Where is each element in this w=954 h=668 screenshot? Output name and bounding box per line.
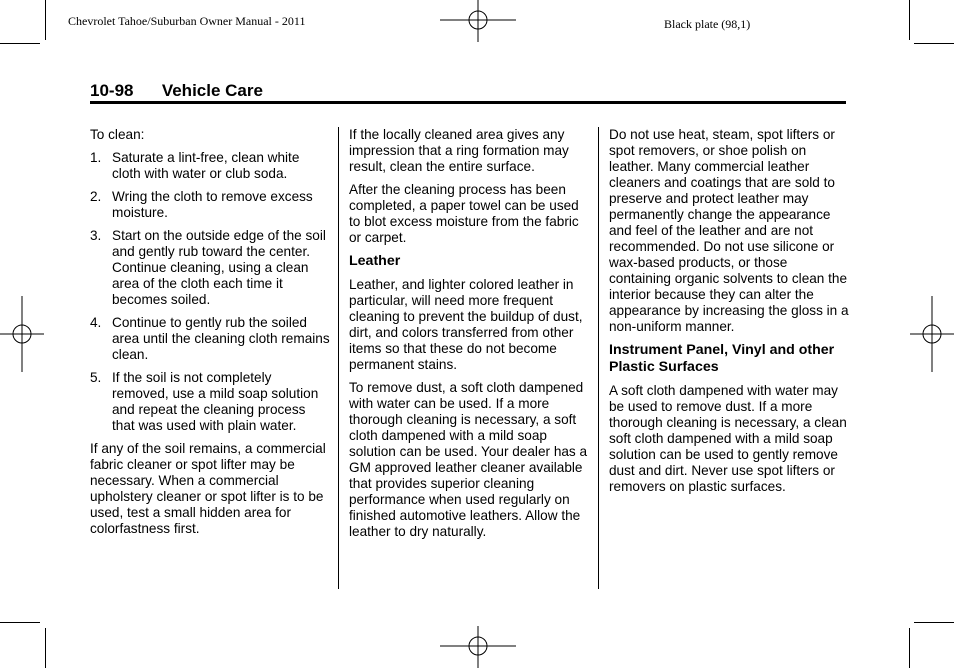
section-name: Vehicle Care	[161, 81, 263, 100]
column-divider	[338, 127, 339, 589]
list-item	[90, 150, 330, 182]
list-item	[90, 370, 330, 434]
plate-label: Black plate (98,1)	[664, 17, 751, 31]
paragraph: Do not use heat, steam, spot lifters or spot removers, or shoe polish on leather. Many commercial leather cleaners and coatings that are sold to preserve and protect leather may permanently change the appearance and feel of the leather and are not recommended. Do not use silicone or wax-based products, or those containing organic solvents to clean the interior because they can alter the appearance by increasing the gloss in a non-uniform manner.	[609, 127, 849, 334]
paragraph: To remove dust, a soft cloth dampened with water can be used. If a more thorough cleaning is necessary, a soft cloth dampened with a mild soap solution can be used. Your dealer has a GM approved leather cleaner available that provides superior cleaning performance when used regularly on finished automotive leathers. Allow the leather to dry naturally.	[349, 380, 588, 539]
subsection-heading: Instrument Panel, Vinyl and other Plastic Surfaces	[609, 342, 835, 375]
step-number: 5.	[90, 370, 102, 385]
step-number: 2.	[90, 189, 102, 204]
paragraph: A soft cloth dampened with water may be used to remove dust. If a more thorough cleaning is necessary, a clean soft cloth dampened with a mild soap solution can be used to gently remove dust and dirt. Never use spot lifters or removers on plastic surfaces.	[609, 383, 847, 494]
step-number: 1.	[90, 150, 102, 165]
step-text: Start on the outside edge of the soil and gently rub toward the center. Continue cleaning, using a clean area of the cloth each time it becomes soiled.	[112, 228, 326, 307]
column-divider	[598, 127, 599, 589]
step-text: Wring the cloth to remove excess moisture.	[112, 189, 313, 220]
intro-text: To clean:	[90, 127, 145, 142]
step-text: Continue to gently rub the soiled area until the cleaning cloth remains clean.	[112, 315, 330, 362]
column-1	[90, 127, 330, 544]
crop-mark	[0, 43, 40, 44]
registration-mark-icon	[910, 296, 954, 372]
cleaning-steps	[90, 150, 330, 434]
list-item	[90, 228, 330, 308]
crop-mark	[45, 628, 46, 668]
list-item	[90, 315, 330, 363]
section-number: 10-98	[90, 81, 134, 100]
crop-mark	[45, 0, 46, 40]
document-header: Chevrolet Tahoe/Suburban Owner Manual - 2011	[68, 14, 306, 28]
page-title	[90, 81, 263, 101]
registration-mark-icon	[440, 626, 516, 668]
list-item	[90, 189, 330, 221]
column-3	[609, 127, 849, 502]
crop-mark	[0, 622, 40, 623]
step-number: 3.	[90, 228, 102, 243]
registration-mark-icon	[0, 296, 44, 372]
paragraph: After the cleaning process has been completed, a paper towel can be used to blot excess moisture from the fabric or carpet.	[349, 182, 579, 245]
subsection-heading: Leather	[349, 253, 401, 269]
title-rule	[90, 101, 846, 104]
crop-mark	[909, 628, 910, 668]
step-text: Saturate a lint-free, clean white cloth with water or club soda.	[112, 150, 300, 181]
paragraph: If the locally cleaned area gives any impression that a ring formation may result, clean the entire surface.	[349, 127, 569, 174]
registration-mark-icon	[440, 0, 516, 44]
crop-mark	[909, 0, 910, 40]
column-2	[349, 127, 591, 547]
step-number: 4.	[90, 315, 102, 330]
paragraph: Leather, and lighter colored leather in particular, will need more frequent cleaning to prevent the buildup of dust, dirt, and colors transferred from other items so that these do not become permanent stains.	[349, 277, 583, 372]
crop-mark	[914, 622, 954, 623]
step-text: If the soil is not completely removed, use a mild soap solution and repeat the cleaning process that was used with plain water.	[112, 370, 319, 433]
crop-mark	[914, 43, 954, 44]
paragraph: If any of the soil remains, a commercial fabric cleaner or spot lifter may be necessary. When a commercial upholstery cleaner or spot lifter is to be used, test a small hidden area for colorfastness first.	[90, 441, 326, 536]
